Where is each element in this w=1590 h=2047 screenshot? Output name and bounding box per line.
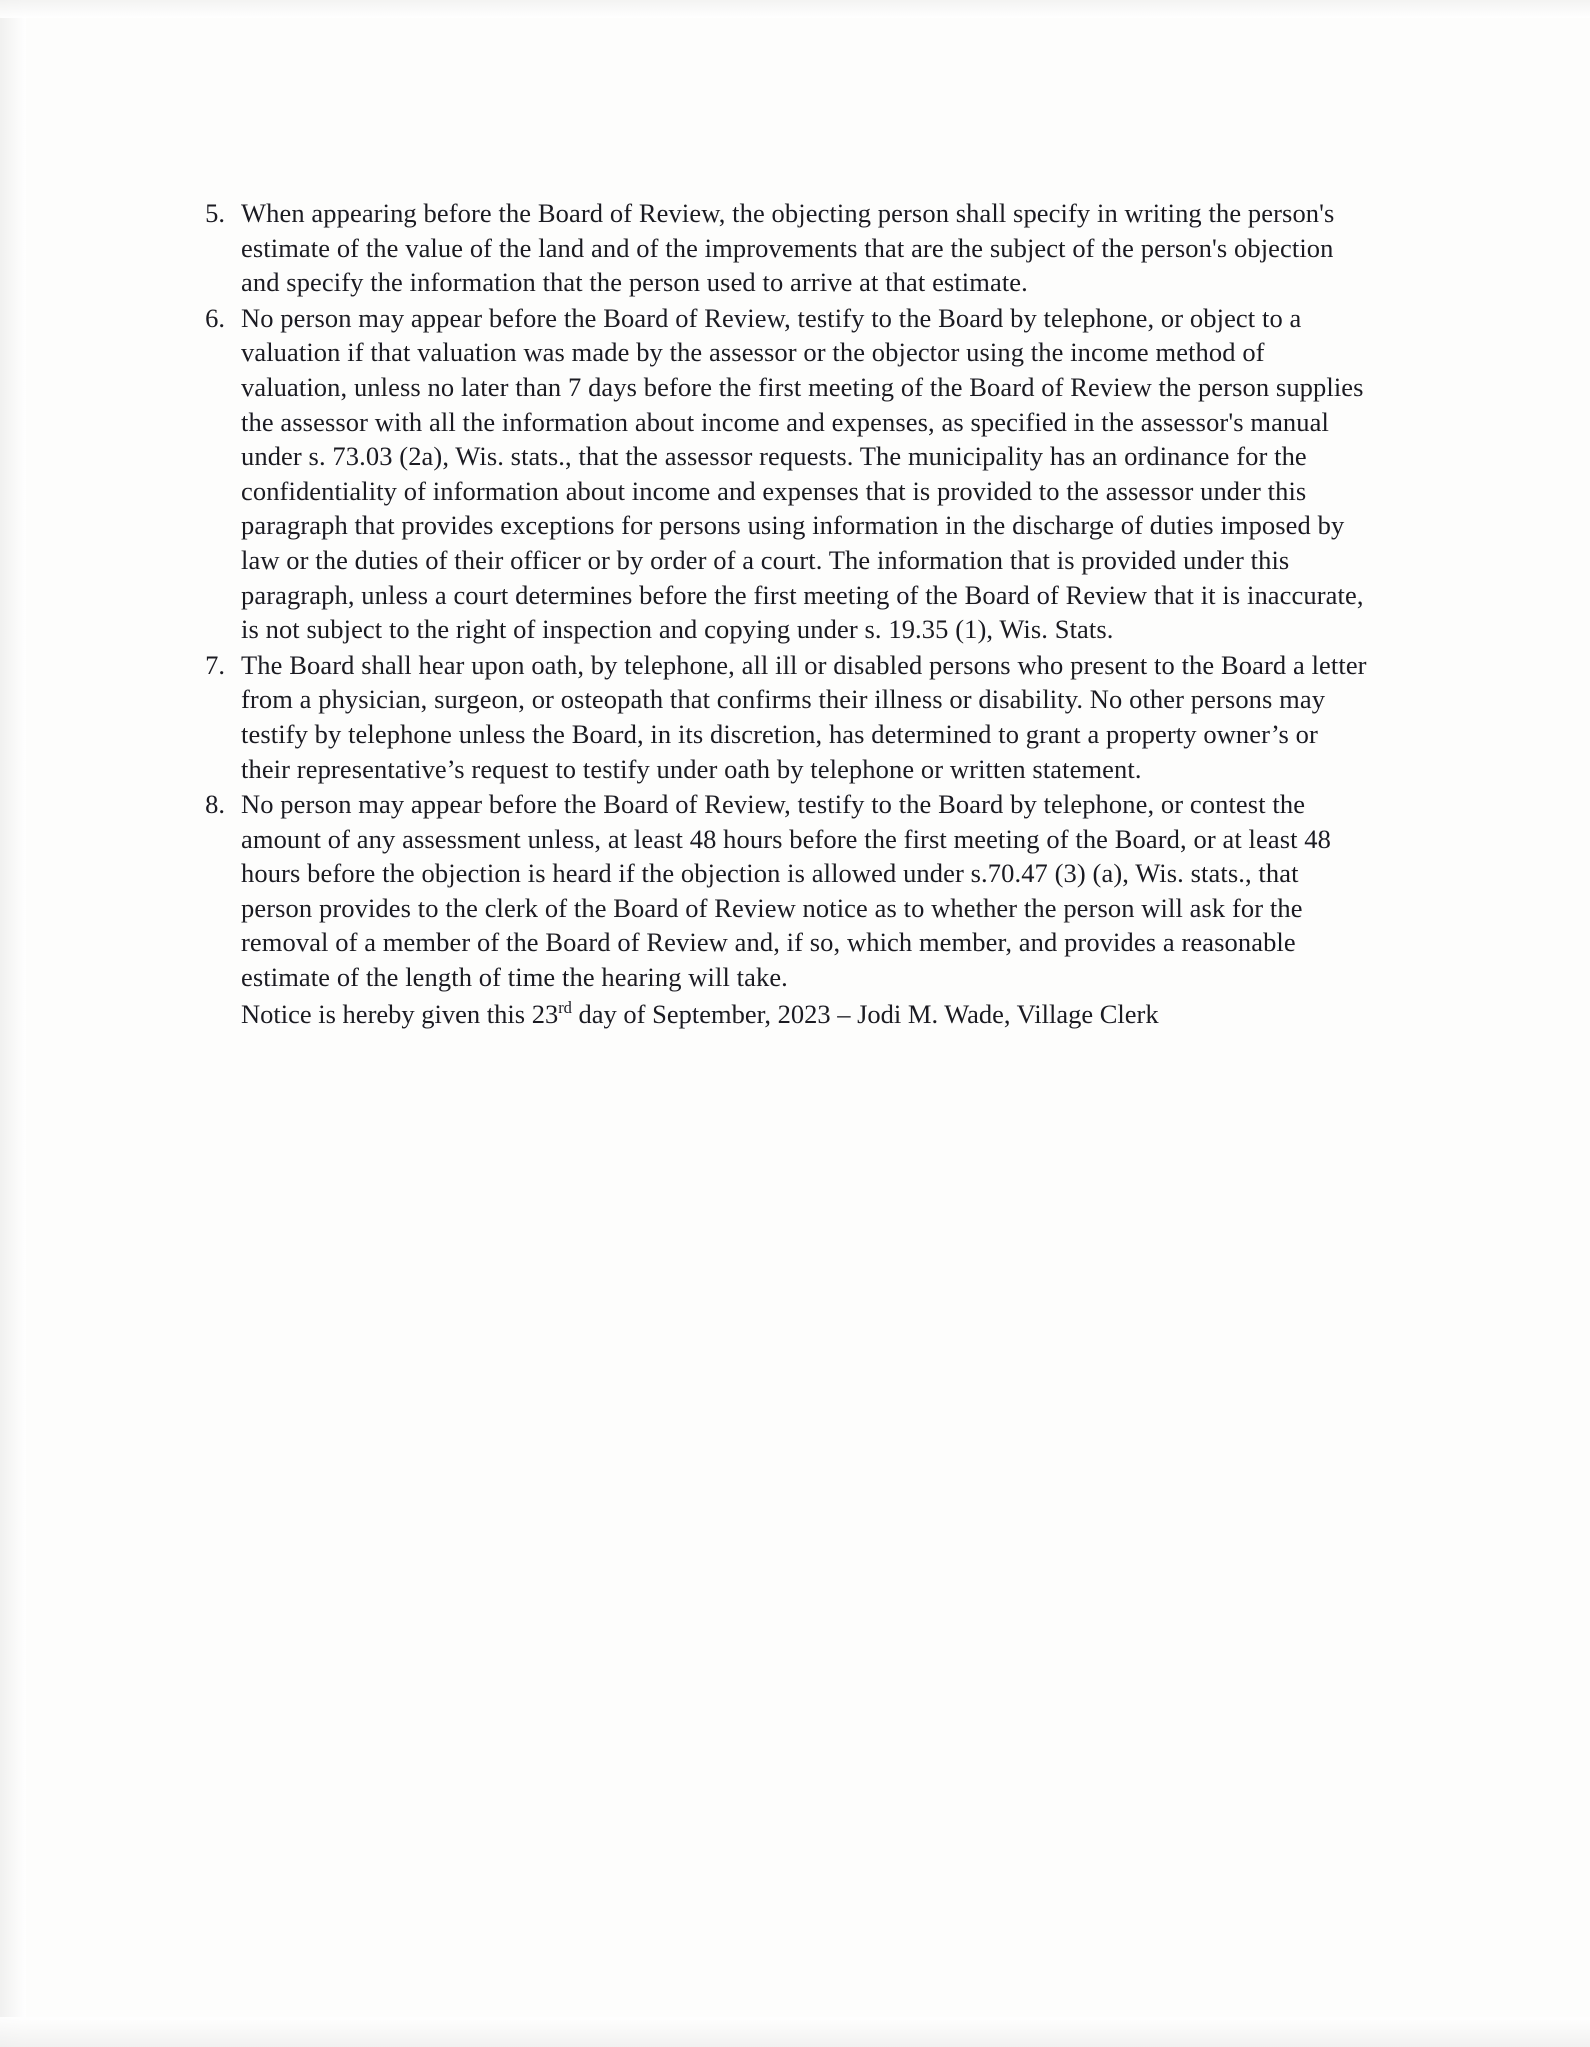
list-item bbox=[185, 787, 1373, 995]
list-item bbox=[185, 301, 1373, 647]
clause-number: 8. bbox=[205, 789, 225, 820]
document-body bbox=[185, 196, 1373, 1058]
clause-text: The Board shall hear upon oath, by telephone, all ill or disabled persons who present to the Board a letter from a physician, surgeon, or osteopath that confirms their illness or disability. No other persons may testify by telephone unless the Board, in its discretion, has determined to grant a property owner’s or their representative’s request to testify under oath by telephone or written statement. bbox=[241, 649, 1367, 784]
scan-edge-left bbox=[0, 0, 26, 2047]
clause-text: No person may appear before the Board of Review, testify to the Board by telephone, or contest the amount of any assessment unless, at least 48 hours before the first meeting of the Board, or at least 48 hours before the objection is heard if the objection is allowed under s.70.47 (3) (a), Wis. stats., that person provides to the clerk of the Board of Review notice as to whether the person will ask for the removal of a member of the Board of Review and, if so, which member, and provides a reasonable estimate of the length of time the hearing will take. bbox=[241, 789, 1332, 993]
clause-number: 7. bbox=[205, 649, 225, 680]
clause-text: No person may appear before the Board of Review, testify to the Board by telephone, or object to a valuation if that valuation was made by the assessor or the objector using the income method of valuation, unless no later than 7 days before the first meeting of the Board of Review the person supplies the assessor with all the information about income and expenses, as specified in the assessor's manual under s. 73.03 (2a), Wis. stats., that the assessor requests. The municipality has an ordinance for the confidentiality of information about income and expenses that is provided to the assessor under this paragraph that provides exceptions for persons using information in the discharge of duties imposed by law or the duties of their officer or by order of a court. The information that is provided under this paragraph, unless a court determines before the first meeting of the Board of Review that it is inaccurate, is not subject to the right of inspection and copying under s. 19.35 (1), Wis. Stats. bbox=[241, 302, 1364, 645]
closing-suffix: day of September, 2023 – Jodi M. Wade, Village Clerk bbox=[571, 998, 1159, 1029]
clause-list bbox=[185, 196, 1373, 995]
scan-edge-bottom bbox=[0, 2017, 1590, 2047]
closing-prefix: Notice is hereby given this 23 bbox=[241, 998, 559, 1029]
ordinal-suffix: rd bbox=[558, 997, 572, 1017]
closing-statement bbox=[185, 997, 1373, 1032]
clause-number: 6. bbox=[205, 302, 225, 333]
list-item bbox=[185, 196, 1373, 300]
clause-number: 5. bbox=[205, 198, 225, 228]
clause-text: When appearing before the Board of Review, the objecting person shall specify in writing the person's estimate of the value of the land and of the improvements that are the subject of the person's objection and specify the information that the person used to arrive at that estimate. bbox=[241, 198, 1335, 298]
list-item bbox=[185, 648, 1373, 786]
scan-edge-top bbox=[0, 0, 1590, 18]
